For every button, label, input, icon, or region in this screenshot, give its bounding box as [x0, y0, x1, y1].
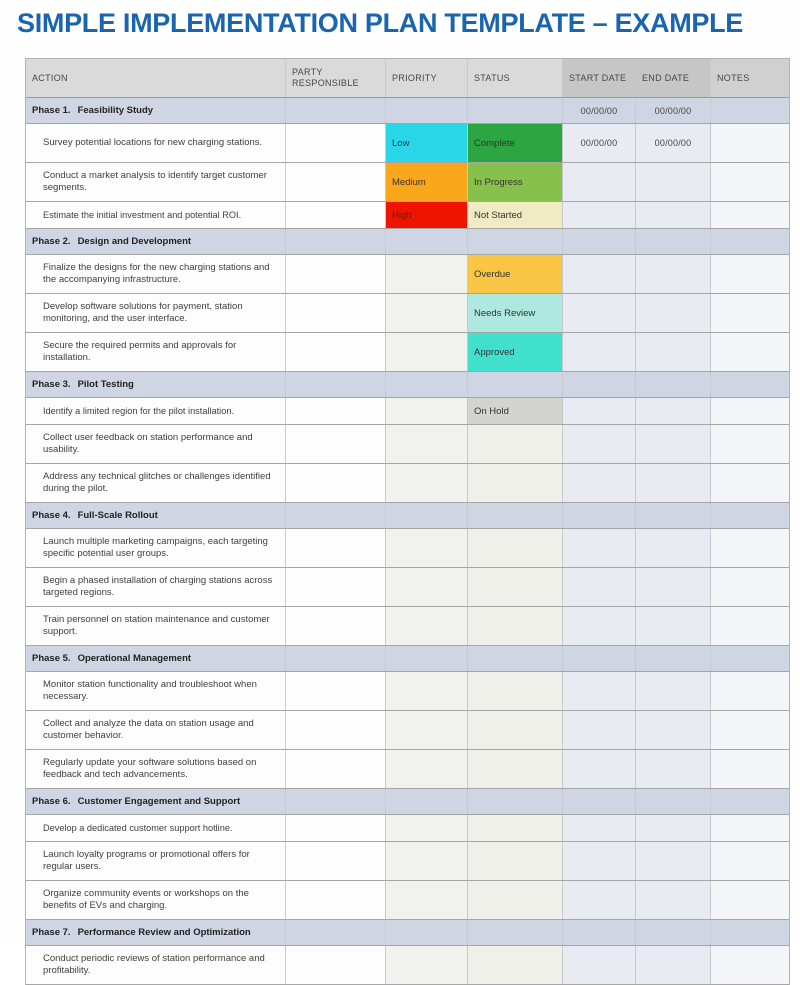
start-date-cell	[563, 646, 636, 671]
start-date-cell	[563, 398, 636, 424]
priority-cell	[386, 464, 468, 502]
notes-cell	[711, 398, 789, 424]
start-date-cell: 00/00/00	[563, 98, 636, 123]
start-date-cell	[563, 202, 636, 228]
action-cell: Regularly update your software solutions based on feedback and tech advancements.	[26, 750, 286, 788]
notes-cell	[711, 920, 789, 945]
start-date-cell	[563, 789, 636, 814]
notes-cell	[711, 425, 789, 463]
phase-name: Customer Engagement and Support	[77, 796, 241, 807]
end-date-cell: 00/00/00	[636, 98, 711, 123]
phase-label	[26, 646, 286, 671]
phase-number: Phase 5.	[32, 653, 71, 664]
action-cell: Collect and analyze the data on station usage and customer behavior.	[26, 711, 286, 749]
party-cell	[286, 607, 386, 645]
notes-cell	[711, 842, 789, 880]
party-cell	[286, 229, 386, 254]
status-cell	[468, 920, 563, 945]
party-cell	[286, 920, 386, 945]
action-cell: Develop software solutions for payment, station monitoring, and the user interface.	[26, 294, 286, 332]
task-row	[26, 255, 789, 294]
task-row	[26, 881, 789, 920]
phase-number: Phase 6.	[32, 796, 71, 807]
task-row	[26, 607, 789, 646]
notes-cell	[711, 464, 789, 502]
status-cell	[468, 425, 563, 463]
notes-cell	[711, 229, 789, 254]
action-cell: Train personnel on station maintenance and customer support.	[26, 607, 286, 645]
notes-cell	[711, 503, 789, 528]
start-date-cell	[563, 881, 636, 919]
end-date-cell	[636, 255, 711, 293]
notes-cell	[711, 750, 789, 788]
implementation-plan-table	[25, 58, 790, 985]
task-row	[26, 842, 789, 881]
task-row	[26, 294, 789, 333]
party-cell	[286, 398, 386, 424]
priority-cell	[386, 294, 468, 332]
priority-cell	[386, 98, 468, 123]
phase-label	[26, 789, 286, 814]
task-row	[26, 333, 789, 372]
end-date-cell	[636, 398, 711, 424]
end-date-cell	[636, 946, 711, 984]
party-cell	[286, 333, 386, 371]
party-cell	[286, 255, 386, 293]
priority-cell	[386, 529, 468, 567]
status-cell: On Hold	[468, 398, 563, 424]
status-cell: In Progress	[468, 163, 563, 201]
status-cell	[468, 568, 563, 606]
priority-cell	[386, 789, 468, 814]
party-cell	[286, 842, 386, 880]
priority-cell: Medium	[386, 163, 468, 201]
priority-cell: Low	[386, 124, 468, 162]
end-date-cell	[636, 529, 711, 567]
phase-name: Operational Management	[77, 653, 192, 664]
status-cell: Approved	[468, 333, 563, 371]
end-date-cell	[636, 815, 711, 841]
task-row	[26, 815, 789, 842]
task-row	[26, 124, 789, 163]
party-cell	[286, 646, 386, 671]
phase-number: Phase 4.	[32, 510, 71, 521]
status-cell: Overdue	[468, 255, 563, 293]
action-cell: Begin a phased installation of charging stations across targeted regions.	[26, 568, 286, 606]
phase-name: Pilot Testing	[77, 379, 134, 390]
priority-cell	[386, 333, 468, 371]
notes-cell	[711, 124, 789, 162]
party-cell	[286, 425, 386, 463]
action-cell: Estimate the initial investment and potential ROI.	[26, 202, 286, 228]
priority-cell	[386, 398, 468, 424]
action-cell: Launch multiple marketing campaigns, each targeting specific potential user groups.	[26, 529, 286, 567]
start-date-cell	[563, 946, 636, 984]
action-cell: Finalize the designs for the new charging stations and the accompanying infrastructure.	[26, 255, 286, 293]
action-cell: Conduct periodic reviews of station performance and profitability.	[26, 946, 286, 984]
party-cell	[286, 529, 386, 567]
status-cell	[468, 672, 563, 710]
party-cell	[286, 750, 386, 788]
action-cell: Secure the required permits and approvals for installation.	[26, 333, 286, 371]
party-cell	[286, 672, 386, 710]
status-cell: Not Started	[468, 202, 563, 228]
start-date-cell	[563, 750, 636, 788]
notes-cell	[711, 529, 789, 567]
action-cell: Survey potential locations for new charging stations.	[26, 124, 286, 162]
end-date-cell	[636, 672, 711, 710]
task-row	[26, 711, 789, 750]
phase-label	[26, 920, 286, 945]
action-cell: Address any technical glitches or challenges identified during the pilot.	[26, 464, 286, 502]
end-date-cell	[636, 881, 711, 919]
task-row	[26, 163, 789, 202]
phase-label	[26, 372, 286, 397]
party-cell	[286, 815, 386, 841]
notes-cell	[711, 163, 789, 201]
end-date-cell	[636, 789, 711, 814]
start-date-cell	[563, 503, 636, 528]
start-date-cell	[563, 672, 636, 710]
end-date-cell	[636, 163, 711, 201]
notes-cell	[711, 815, 789, 841]
phase-number: Phase 7.	[32, 927, 71, 938]
priority-cell	[386, 255, 468, 293]
action-cell: Collect user feedback on station performance and usability.	[26, 425, 286, 463]
notes-cell	[711, 255, 789, 293]
phase-row	[26, 229, 789, 255]
priority-cell	[386, 672, 468, 710]
phase-name: Feasibility Study	[77, 105, 154, 116]
notes-cell	[711, 881, 789, 919]
start-date-cell	[563, 294, 636, 332]
status-cell	[468, 711, 563, 749]
end-date-cell	[636, 920, 711, 945]
start-date-cell	[563, 372, 636, 397]
table-header-row	[26, 59, 789, 98]
end-date-cell	[636, 464, 711, 502]
party-cell	[286, 464, 386, 502]
party-cell	[286, 946, 386, 984]
phase-name: Performance Review and Optimization	[77, 927, 251, 938]
column-header-status: STATUS	[468, 59, 563, 97]
end-date-cell	[636, 372, 711, 397]
party-cell	[286, 372, 386, 397]
party-cell	[286, 98, 386, 123]
status-cell	[468, 529, 563, 567]
notes-cell	[711, 711, 789, 749]
phase-row	[26, 98, 789, 124]
start-date-cell	[563, 529, 636, 567]
notes-cell	[711, 98, 789, 123]
end-date-cell	[636, 503, 711, 528]
notes-cell	[711, 789, 789, 814]
start-date-cell	[563, 607, 636, 645]
status-cell	[468, 372, 563, 397]
party-cell	[286, 881, 386, 919]
start-date-cell	[563, 711, 636, 749]
task-row	[26, 425, 789, 464]
start-date-cell	[563, 920, 636, 945]
status-cell	[468, 607, 563, 645]
status-cell	[468, 98, 563, 123]
start-date-cell	[563, 464, 636, 502]
priority-cell	[386, 946, 468, 984]
phase-name: Design and Development	[77, 236, 192, 247]
start-date-cell	[563, 229, 636, 254]
phase-row	[26, 646, 789, 672]
column-header-action: ACTION	[26, 59, 286, 97]
priority-cell	[386, 229, 468, 254]
start-date-cell	[563, 842, 636, 880]
phase-row	[26, 920, 789, 946]
start-date-cell	[563, 255, 636, 293]
start-date-cell	[563, 163, 636, 201]
priority-cell	[386, 503, 468, 528]
party-cell	[286, 711, 386, 749]
priority-cell	[386, 568, 468, 606]
end-date-cell	[636, 842, 711, 880]
status-cell	[468, 815, 563, 841]
notes-cell	[711, 646, 789, 671]
end-date-cell	[636, 711, 711, 749]
end-date-cell	[636, 229, 711, 254]
status-cell: Complete	[468, 124, 563, 162]
party-cell	[286, 124, 386, 162]
start-date-cell	[563, 425, 636, 463]
phase-label	[26, 229, 286, 254]
column-header-notes: NOTES	[711, 59, 789, 97]
end-date-cell	[636, 646, 711, 671]
task-row	[26, 672, 789, 711]
action-cell: Organize community events or workshops on the benefits of EVs and charging.	[26, 881, 286, 919]
notes-cell	[711, 672, 789, 710]
column-header-start-date: START DATE	[563, 59, 636, 97]
party-cell	[286, 789, 386, 814]
end-date-cell	[636, 202, 711, 228]
priority-cell	[386, 815, 468, 841]
action-cell: Develop a dedicated customer support hotline.	[26, 815, 286, 841]
end-date-cell: 00/00/00	[636, 124, 711, 162]
phase-number: Phase 3.	[32, 379, 71, 390]
status-cell	[468, 229, 563, 254]
phase-name: Full-Scale Rollout	[77, 510, 158, 521]
start-date-cell: 00/00/00	[563, 124, 636, 162]
notes-cell	[711, 946, 789, 984]
status-cell	[468, 646, 563, 671]
party-cell	[286, 568, 386, 606]
start-date-cell	[563, 815, 636, 841]
phase-number: Phase 2.	[32, 236, 71, 247]
notes-cell	[711, 372, 789, 397]
priority-cell	[386, 920, 468, 945]
column-header-end-date: END DATE	[636, 59, 711, 97]
end-date-cell	[636, 425, 711, 463]
task-row	[26, 568, 789, 607]
notes-cell	[711, 607, 789, 645]
column-header-priority: PRIORITY	[386, 59, 468, 97]
status-cell: Needs Review	[468, 294, 563, 332]
notes-cell	[711, 333, 789, 371]
task-row	[26, 946, 789, 985]
action-cell: Monitor station functionality and troubleshoot when necessary.	[26, 672, 286, 710]
phase-row	[26, 789, 789, 815]
end-date-cell	[636, 294, 711, 332]
priority-cell: High	[386, 202, 468, 228]
phase-row	[26, 503, 789, 529]
status-cell	[468, 946, 563, 984]
party-cell	[286, 294, 386, 332]
phase-number: Phase 1.	[32, 105, 71, 116]
phase-label	[26, 503, 286, 528]
end-date-cell	[636, 607, 711, 645]
status-cell	[468, 881, 563, 919]
priority-cell	[386, 372, 468, 397]
task-row	[26, 398, 789, 425]
notes-cell	[711, 294, 789, 332]
start-date-cell	[563, 333, 636, 371]
priority-cell	[386, 711, 468, 749]
status-cell	[468, 789, 563, 814]
action-cell: Conduct a market analysis to identify target customer segments.	[26, 163, 286, 201]
party-cell	[286, 163, 386, 201]
phase-row	[26, 372, 789, 398]
task-row	[26, 464, 789, 503]
task-row	[26, 529, 789, 568]
status-cell	[468, 503, 563, 528]
priority-cell	[386, 842, 468, 880]
start-date-cell	[563, 568, 636, 606]
task-row	[26, 202, 789, 229]
status-cell	[468, 842, 563, 880]
end-date-cell	[636, 750, 711, 788]
party-cell	[286, 202, 386, 228]
party-cell	[286, 503, 386, 528]
priority-cell	[386, 881, 468, 919]
status-cell	[468, 464, 563, 502]
priority-cell	[386, 607, 468, 645]
table-body	[26, 98, 789, 985]
priority-cell	[386, 425, 468, 463]
end-date-cell	[636, 568, 711, 606]
priority-cell	[386, 646, 468, 671]
priority-cell	[386, 750, 468, 788]
page-title: SIMPLE IMPLEMENTATION PLAN TEMPLATE – EXAMPLE	[17, 8, 744, 38]
notes-cell	[711, 568, 789, 606]
status-cell	[468, 750, 563, 788]
end-date-cell	[636, 333, 711, 371]
column-header-party-responsible: PARTY RESPONSIBLE	[286, 59, 386, 97]
phase-label	[26, 98, 286, 123]
action-cell: Launch loyalty programs or promotional offers for regular users.	[26, 842, 286, 880]
task-row	[26, 750, 789, 789]
notes-cell	[711, 202, 789, 228]
action-cell: Identify a limited region for the pilot installation.	[26, 398, 286, 424]
